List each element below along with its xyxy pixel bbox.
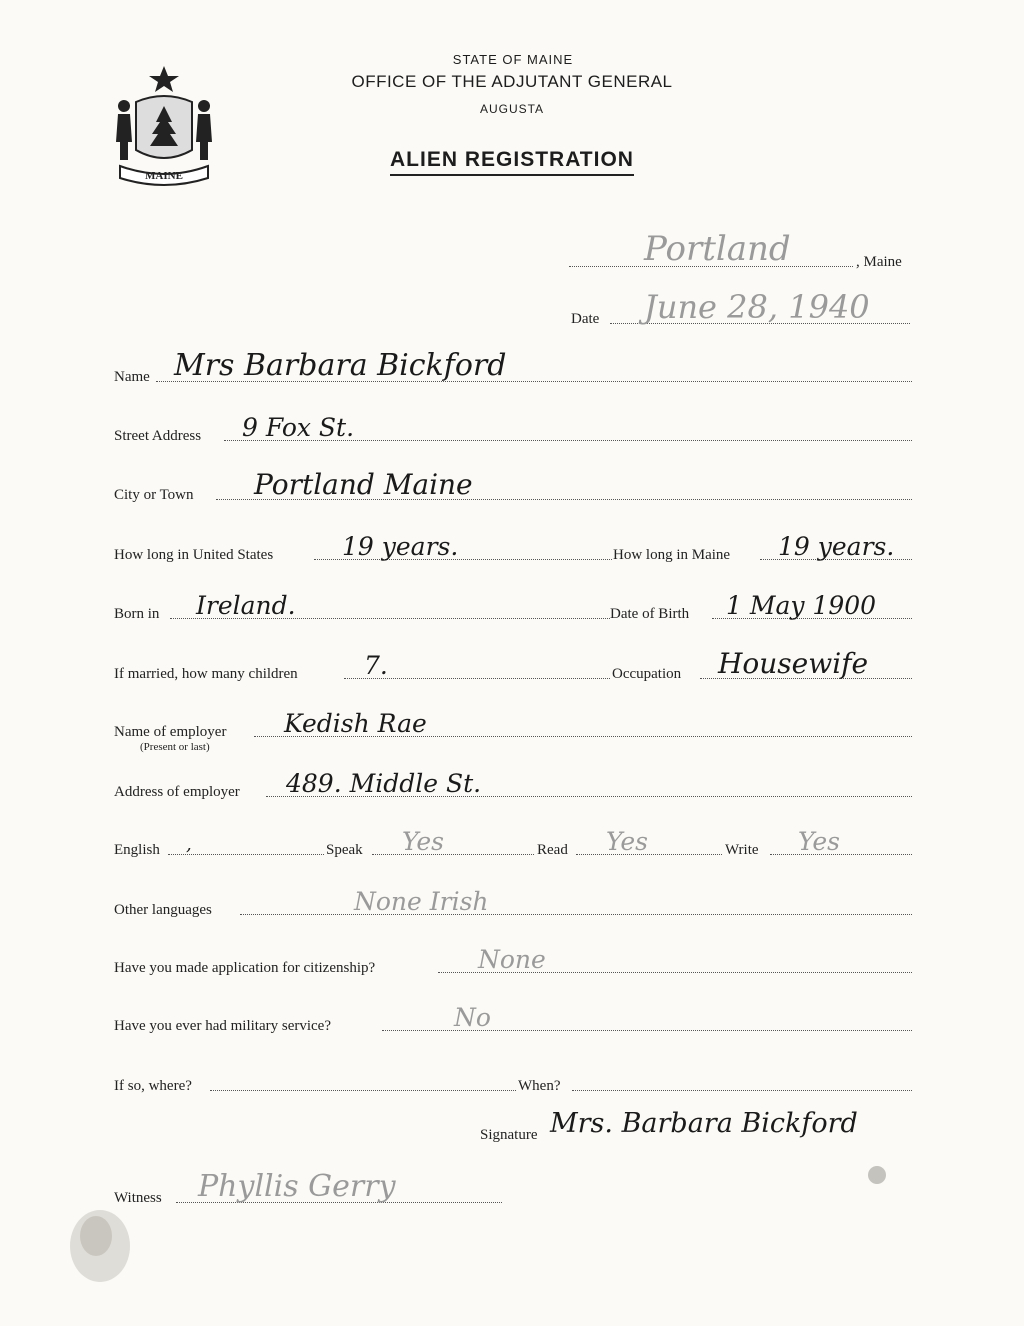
english-row <box>114 818 914 858</box>
city-heading: AUGUSTA <box>479 102 545 116</box>
military-row <box>114 994 914 1034</box>
maine-years-label: How long in Maine <box>613 547 731 563</box>
citizenship-value[interactable]: None <box>478 945 546 974</box>
name-value[interactable]: Mrs Barbara Bickford <box>174 348 507 383</box>
place-suffix-label: , Maine <box>856 254 902 270</box>
date-value[interactable]: June 28, 1940 <box>644 288 870 326</box>
languages-row <box>114 878 914 918</box>
born-label: Born in <box>114 606 160 622</box>
speak-label: Speak <box>326 842 363 858</box>
name-row <box>114 345 914 385</box>
read-label: Read <box>537 842 568 858</box>
write-label: Write <box>725 842 759 858</box>
where-row <box>114 1054 914 1094</box>
military-label: Have you ever had military service? <box>114 1018 331 1034</box>
signature-label: Signature <box>480 1127 538 1143</box>
employer-address-value[interactable]: 489. Middle St. <box>286 769 482 798</box>
ink-smudge-icon <box>58 1196 148 1292</box>
us-years-label: How long in United States <box>114 547 274 563</box>
signature-row <box>114 1103 914 1143</box>
occupation-value[interactable]: Housewife <box>718 647 869 680</box>
citizenship-label: Have you made application for citizenship? <box>114 960 376 976</box>
english-value[interactable]: , <box>186 834 192 855</box>
place-value[interactable]: Portland <box>644 229 791 269</box>
dob-label: Date of Birth <box>610 606 690 622</box>
state-heading: STATE OF MAINE <box>452 52 574 67</box>
city-row <box>114 463 914 503</box>
employer-row <box>114 700 914 740</box>
witness-value[interactable]: Phyllis Gerry <box>198 1169 396 1204</box>
read-value[interactable]: Yes <box>606 827 648 856</box>
children-value[interactable]: 7. <box>364 651 388 680</box>
us-years-value[interactable]: 19 years. <box>342 532 459 561</box>
name-label: Name <box>114 369 150 385</box>
other-languages-label: Other languages <box>114 902 212 918</box>
family-row <box>114 642 914 682</box>
citizenship-row <box>114 936 914 976</box>
witness-row <box>114 1166 914 1206</box>
maine-years-value[interactable]: 19 years. <box>778 532 895 561</box>
children-label: If married, how many children <box>114 666 298 682</box>
born-value[interactable]: Ireland. <box>196 591 296 620</box>
city-label: City or Town <box>114 487 194 503</box>
svg-text:MAINE: MAINE <box>145 170 183 182</box>
date-label: Date <box>571 311 600 327</box>
write-value[interactable]: Yes <box>798 827 840 856</box>
when-label: When? <box>518 1078 561 1094</box>
street-label: Street Address <box>114 428 202 444</box>
occupation-label: Occupation <box>612 666 682 682</box>
birth-row <box>114 582 914 622</box>
employer-address-row <box>114 760 914 800</box>
employer-sublabel: (Present or last) <box>140 741 210 753</box>
other-languages-value[interactable]: None Irish <box>354 887 489 916</box>
residence-row <box>114 523 914 563</box>
english-label: English <box>114 842 160 858</box>
signature-value[interactable]: Mrs. Barbara Bickford <box>550 1108 858 1139</box>
employer-value[interactable]: Kedish Rae <box>284 709 427 738</box>
employer-address-label: Address of employer <box>114 784 240 800</box>
speak-value[interactable]: Yes <box>402 827 444 856</box>
witness-label: Witness <box>114 1190 162 1206</box>
place-row <box>114 230 914 270</box>
city-value[interactable]: Portland Maine <box>254 468 473 501</box>
form-title: ALIEN REGISTRATION <box>0 148 1024 172</box>
ink-spot-icon <box>862 1160 892 1190</box>
employer-label: Name of employer <box>114 724 227 740</box>
where-label: If so, where? <box>114 1078 192 1094</box>
date-row <box>114 287 914 327</box>
dob-value[interactable]: 1 May 1900 <box>726 591 877 620</box>
street-row <box>114 404 914 444</box>
office-heading: OFFICE OF THE ADJUTANT GENERAL <box>351 72 673 91</box>
military-value[interactable]: No <box>454 1003 491 1032</box>
street-value[interactable]: 9 Fox St. <box>242 413 355 442</box>
